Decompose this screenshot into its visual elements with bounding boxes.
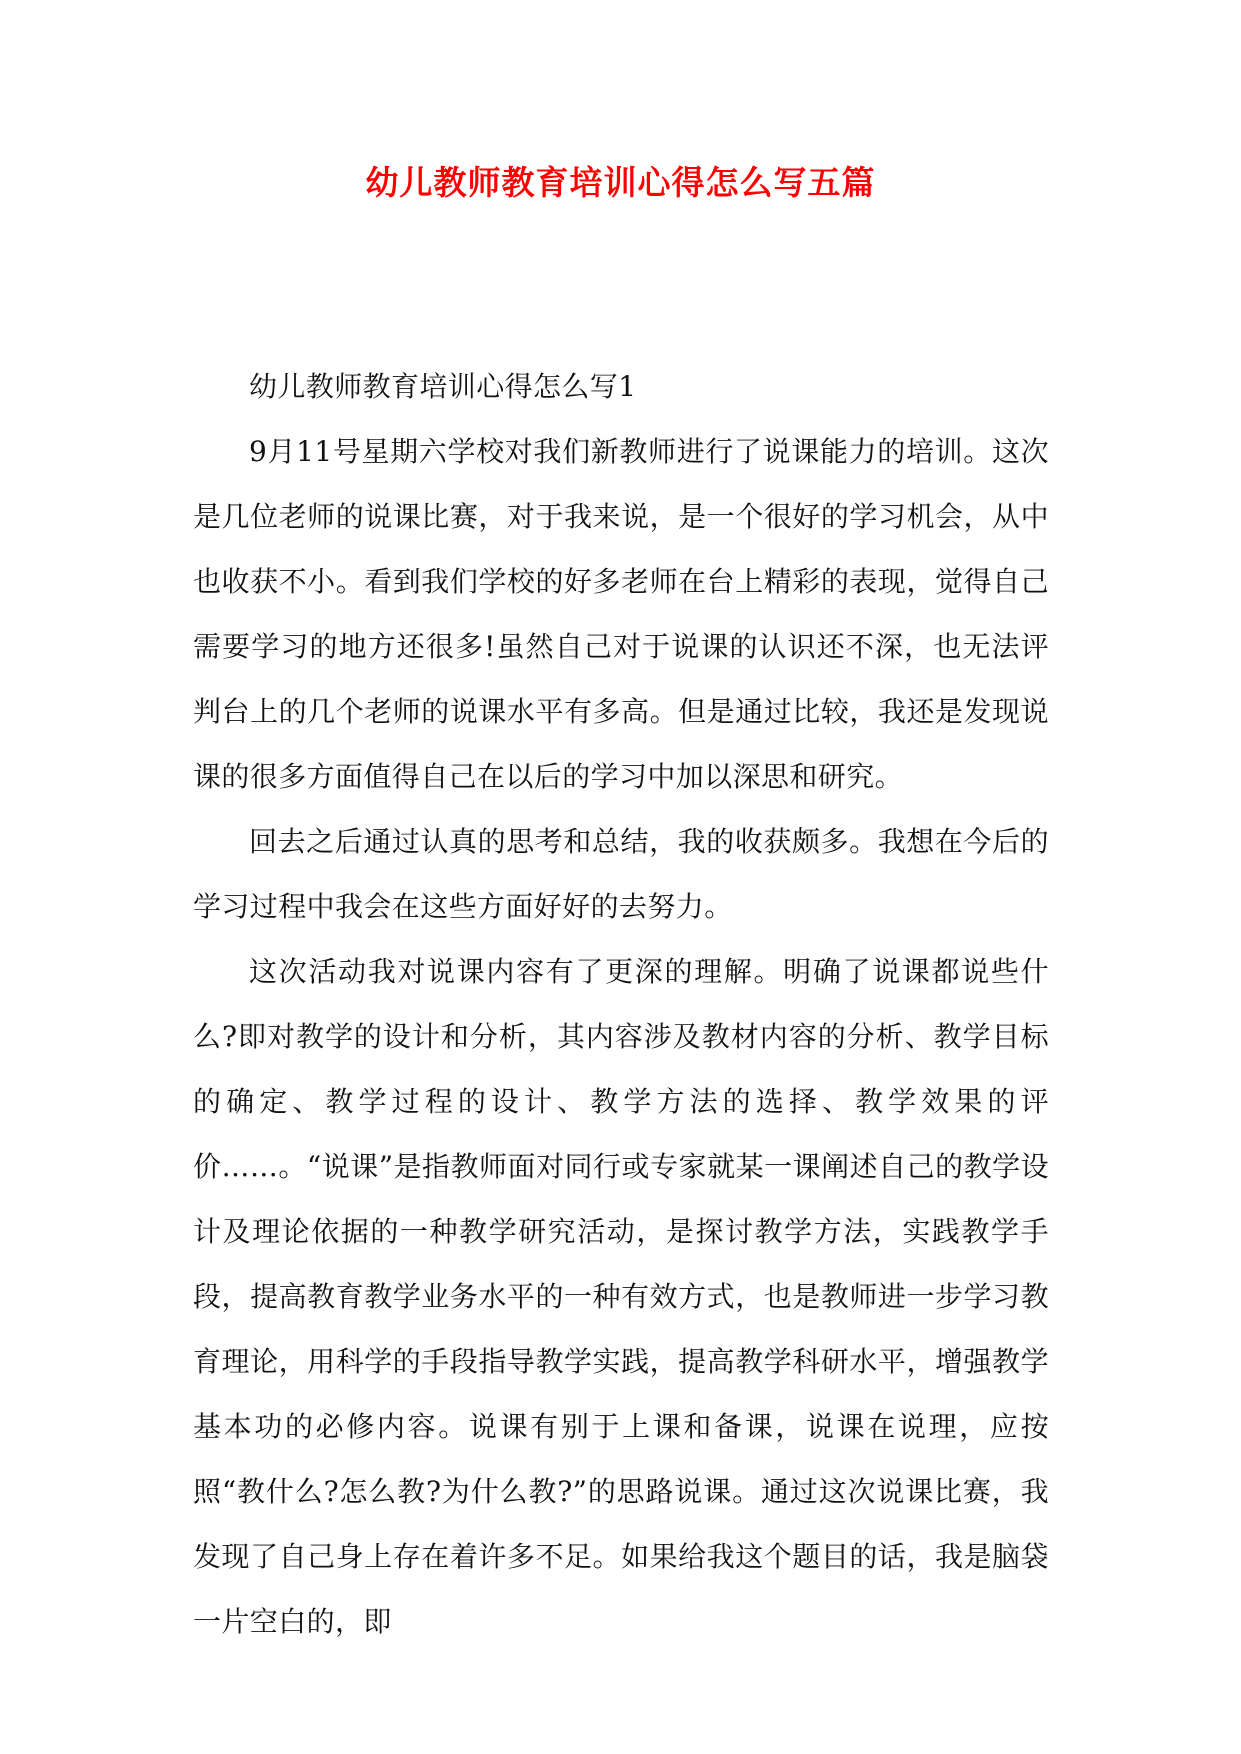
document-title: 幼儿教师教育培训心得怎么写五篇 [365, 163, 876, 202]
document-body [193, 354, 1049, 1654]
paragraph-1: 9月11号星期六学校对我们新教师进行了说课能力的培训。这次是几位老师的说课比赛，对于我来说，是一个很好的学习机会，从中也收获不小。看到我们学校的好多老师在台上精彩的表现，觉得自己需要学习的地方还很多!虽然自己对于说课的认识还不深，也无法评判台上的几个老师的说课水平有多高。但是通过比较，我还是发现说课的很多方面值得自己在以后的学习中加以深思和研究。 [193, 435, 1049, 793]
section-heading: 幼儿教师教育培训心得怎么写1 [249, 370, 637, 403]
paragraph-3: 这次活动我对说课内容有了更深的理解。明确了说课都说些什么?即对教学的设计和分析，其内容涉及教材内容的分析、教学目标的确定、教学过程的设计、教学方法的选择、教学效果的评价……。“说课”是指教师面对同行或专家就某一课阐述自己的教学设计及理论依据的一种教学研究活动，是探讨教学方法，实践教学手段，提高教育教学业务水平的一种有效方式，也是教师进一步学习教育理论，用科学的手段指导教学实践，提高教学科研水平，增强教学基本功的必修内容。说课有别于上课和备课，说课在说理，应按照“教什么?怎么教?为什么教?”的思路说课。通过这次说课比赛，我发现了自己身上存在着许多不足。如果给我这个题目的话，我是脑袋一片空白的，即 [193, 955, 1049, 1638]
paragraph-2: 回去之后通过认真的思考和总结，我的收获颇多。我想在今后的学习过程中我会在这些方面好好的去努力。 [193, 825, 1049, 923]
